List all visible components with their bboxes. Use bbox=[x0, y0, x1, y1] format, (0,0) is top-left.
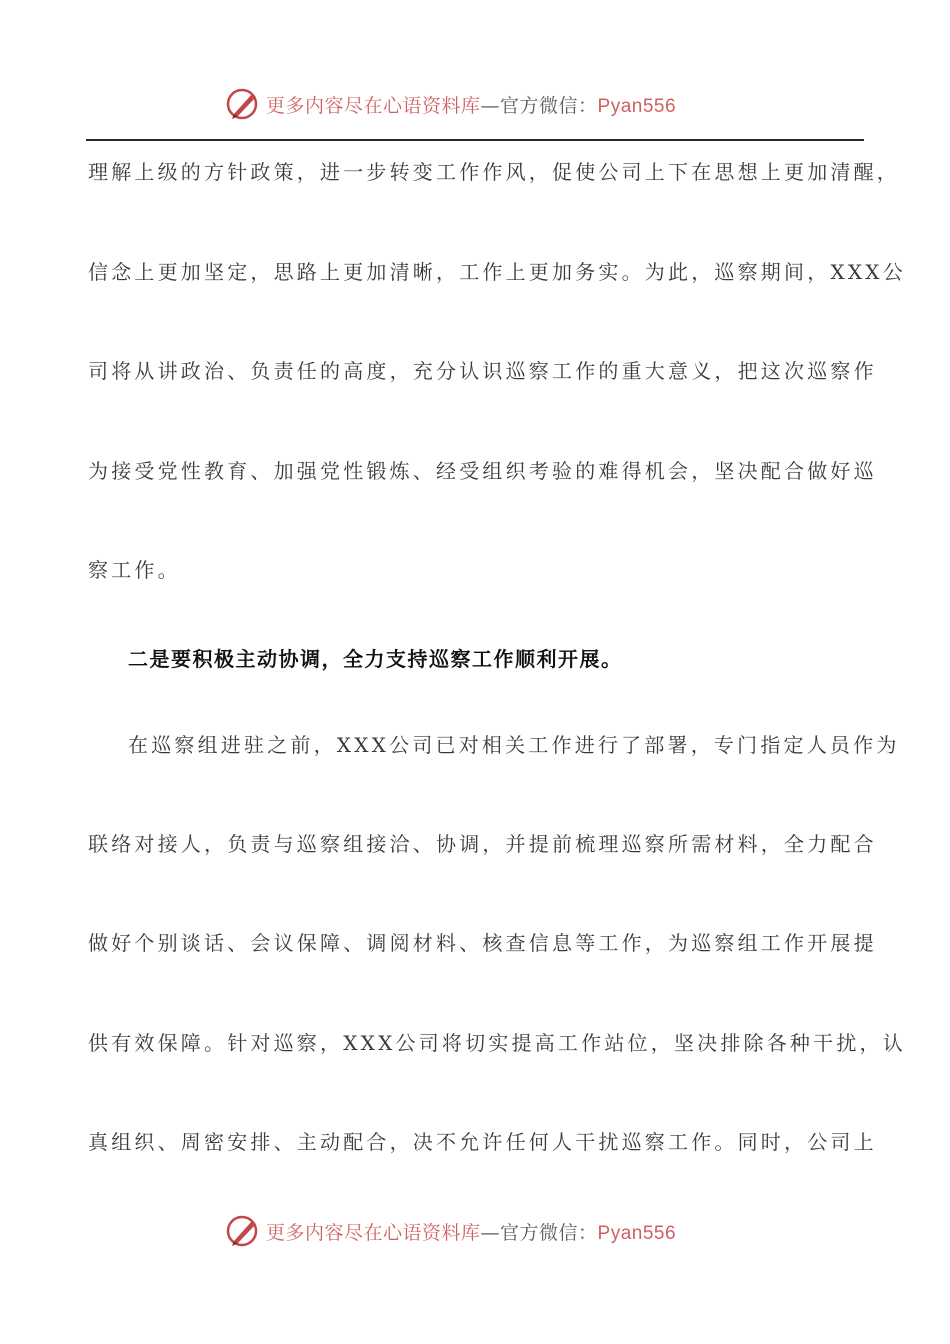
text-line: 为接受党性教育、加强党性锻炼、经受组织考验的难得机会，坚决配合做好巡 bbox=[88, 459, 877, 483]
text-line: 供有效保障。针对巡察，XXX公司将切实提高工作站位，坚决排除各种干扰，认 bbox=[88, 1031, 906, 1055]
banner-text bbox=[266, 1218, 676, 1245]
header-divider bbox=[86, 139, 864, 141]
header-banner bbox=[0, 82, 950, 126]
banner-wechat-id: Pyan556 bbox=[597, 95, 677, 117]
banner-wechat-label: 官方微信： bbox=[500, 1221, 598, 1244]
banner-title: 更多内容尽在心语资料库 bbox=[266, 94, 481, 117]
text-line: 司将从讲政治、负责任的高度，充分认识巡察工作的重大意义，把这次巡察作 bbox=[88, 359, 877, 383]
banner-wechat-label: 官方微信： bbox=[500, 94, 598, 117]
banner-text bbox=[266, 91, 676, 118]
text-line: 理解上级的方针政策，进一步转变工作作风，促使公司上下在思想上更加清醒， bbox=[88, 160, 900, 184]
pen-logo-icon bbox=[226, 1213, 262, 1249]
text-line: 察工作。 bbox=[88, 558, 181, 582]
text-line: 联络对接人，负责与巡察组接洽、协调，并提前梳理巡察所需材料，全力配合 bbox=[88, 832, 877, 856]
banner-title: 更多内容尽在心语资料库 bbox=[266, 1221, 481, 1244]
pen-logo-icon bbox=[226, 86, 262, 122]
text-line: 信念上更加坚定，思路上更加清晰，工作上更加务实。为此，巡察期间，XXX公 bbox=[88, 260, 906, 284]
text-line: 真组织、周密安排、主动配合，决不允许任何人干扰巡察工作。同时，公司上 bbox=[88, 1130, 877, 1154]
banner-wechat-id: Pyan556 bbox=[597, 1222, 677, 1244]
text-line: 做好个别谈话、会议保障、调阅材料、核查信息等工作，为巡察组工作开展提 bbox=[88, 931, 877, 955]
banner-separator: — bbox=[480, 94, 501, 117]
text-line: 在巡察组进驻之前，XXX公司已对相关工作进行了部署，专门指定人员作为 bbox=[128, 733, 900, 757]
section-heading: 二是要积极主动协调，全力支持巡察工作顺利开展。 bbox=[128, 647, 623, 671]
footer-banner bbox=[0, 1209, 950, 1253]
banner-separator: — bbox=[480, 1221, 501, 1244]
